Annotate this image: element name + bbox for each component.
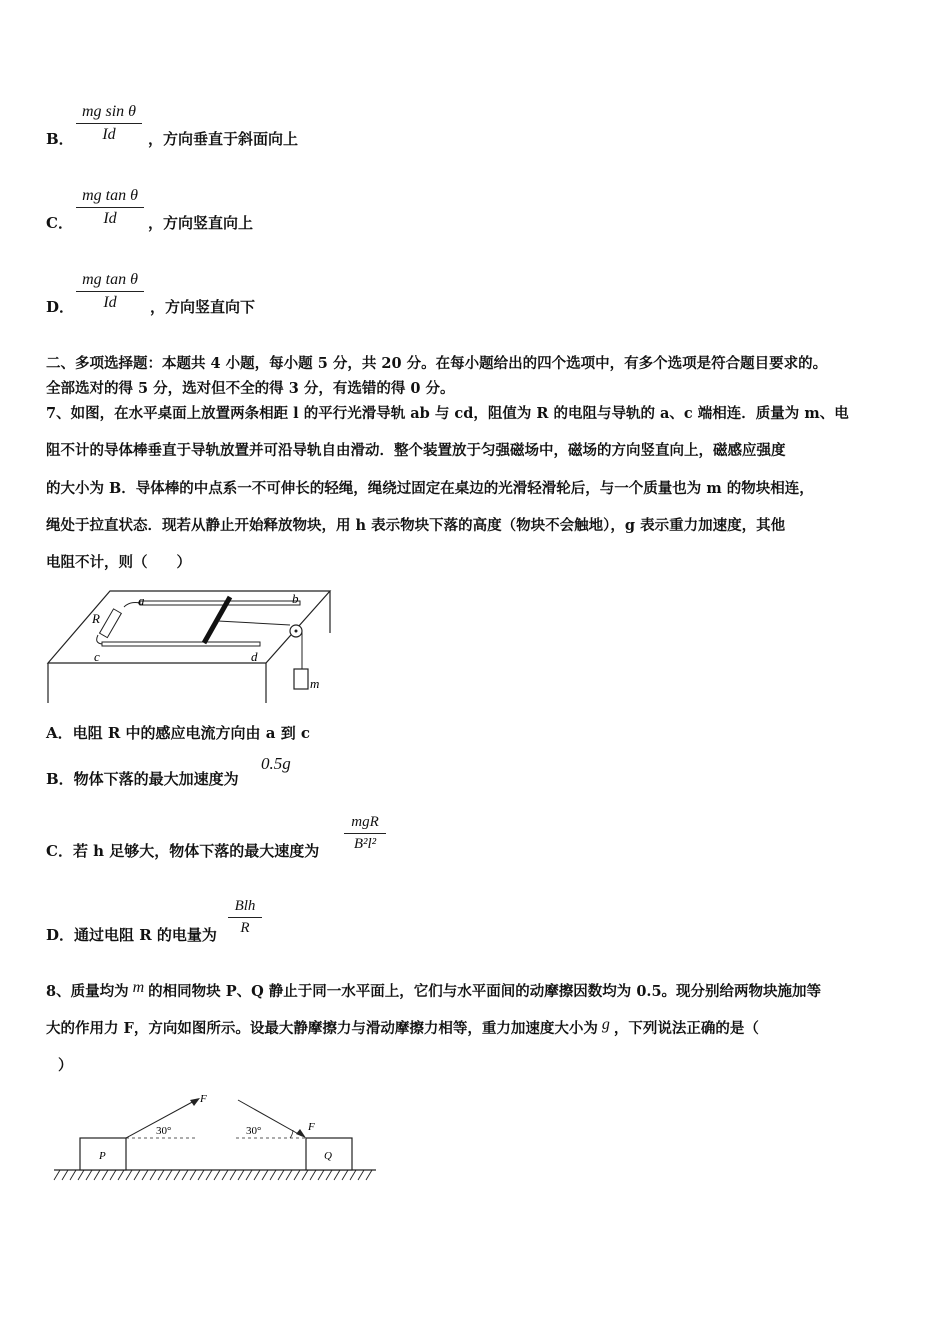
fraction-numerator: Blh: [234, 898, 256, 914]
q7-line-3: 的大小为 B．导体棒的中点系一不可伸长的轻绳，绳绕过固定在桌边的光滑轻滑轮后，与一个质量也为 m 的物块相连，: [46, 480, 814, 497]
label-Q: Q: [324, 1150, 332, 1162]
q8-line-1-end: 的相同物块 P、Q 静止于同一水平面上，它们与水平面间的动摩擦因数均为 0.5。现分别给两物块施加等: [148, 983, 822, 1000]
q8-line-2-start: 大的作用力 F，方向如图所示。设最大静摩擦力与滑动摩擦力相等，重力加速度大小为: [46, 1020, 598, 1037]
q6-option-c-fraction: [76, 187, 144, 228]
q8-line-2: [46, 1016, 759, 1039]
q8-line-3: ）: [58, 1057, 73, 1074]
q6-option-d-fraction: [76, 271, 144, 312]
option-label: D．: [46, 298, 75, 316]
q7-option-d[interactable]: D．通过电阻 R 的电量为: [46, 926, 217, 944]
fraction-denominator: Id: [103, 210, 117, 227]
label-angle-1: 30°: [156, 1125, 172, 1137]
label-a: a: [138, 593, 145, 608]
q7-option-c-fraction: [344, 814, 386, 853]
label-R: R: [92, 611, 100, 626]
fraction-denominator: Id: [102, 126, 116, 143]
q7-line-2: 阻不计的导体棒垂直于导轨放置并可沿导轨自由滑动．整个装置放于匀强磁场中，磁场的方向竖直向上，磁感应强度: [46, 442, 786, 459]
q6-option-b[interactable]: [46, 128, 74, 149]
mass-block: [294, 669, 308, 689]
q8-blocks-figure: [50, 1088, 380, 1188]
fraction-denominator: B²l²: [353, 836, 377, 852]
q6-option-c[interactable]: [46, 212, 73, 233]
label-P: P: [99, 1150, 106, 1162]
q6-option-c-text: ，方向竖直向上: [148, 214, 254, 232]
label-c: c: [94, 649, 100, 664]
fraction-denominator: R: [240, 920, 250, 936]
rail-ab: [140, 601, 300, 605]
option-label: C．: [46, 214, 73, 232]
label-F2: F: [308, 1121, 315, 1133]
option-label: B．: [46, 130, 74, 148]
label-F1: F: [200, 1093, 207, 1105]
fraction-numerator: mg tan θ: [82, 271, 138, 288]
fraction-denominator: Id: [103, 294, 117, 311]
label-m: m: [310, 676, 320, 691]
label-b: b: [292, 591, 299, 606]
q6-option-d-text: ，方向竖直向下: [150, 298, 256, 316]
q7-option-b-formula: 0.5g: [261, 754, 291, 773]
q8-line-1-start: 8、质量均为: [46, 983, 129, 1000]
label-angle-2: 30°: [246, 1125, 262, 1137]
rail-cd: [102, 642, 260, 646]
label-d: d: [251, 649, 258, 664]
q6-option-d[interactable]: [46, 296, 74, 317]
q6-option-b-text: ，方向垂直于斜面向上: [148, 130, 299, 148]
q7-option-b[interactable]: B．物体下落的最大加速度为: [46, 770, 239, 788]
q8-line-2-end: ，下列说法正确的是（: [613, 1020, 759, 1037]
q7-rail-figure: [44, 585, 344, 707]
fraction-numerator: mg sin θ: [81, 103, 137, 120]
q7-line-4: 绳处于拉直状态．现若从静止开始释放物块，用 h 表示物块下落的高度（物块不会触地），g 表示重力加速度，其他: [46, 517, 786, 534]
q7-option-a[interactable]: A．电阻 R 中的感应电流方向由 a 到 c: [46, 724, 311, 742]
section-heading-line-2: 全部选对的得 5 分，选对但不全的得 3 分，有选错的得 0 分。: [46, 380, 455, 397]
q7-option-c[interactable]: C．若 h 足够大，物体下落的最大速度为: [46, 842, 320, 860]
resistor-R: [100, 609, 122, 638]
ground-hatching: [54, 1170, 372, 1180]
section-heading-line-1: 二、多项选择题：本题共 4 小题，每小题 5 分，共 20 分。在每小题给出的四个选项中，有多个选项是符合题目要求的。: [46, 355, 828, 372]
mass-symbol: m: [132, 979, 145, 996]
fraction-numerator: mg tan θ: [82, 187, 138, 204]
fraction-numerator: mgR: [351, 814, 379, 830]
q6-option-b-fraction: [76, 103, 142, 144]
q7-line-5: 电阻不计，则（ ）: [46, 554, 191, 571]
q7-option-d-fraction: [228, 898, 262, 937]
gravity-symbol: g: [601, 1016, 610, 1033]
q7-line-1: 7、如图，在水平桌面上放置两条相距 l 的平行光滑导轨 ab 与 cd，阻值为 R 的电阻与导轨的 a、c 端相连．质量为 m、电: [46, 405, 849, 422]
q8-line-1: [46, 979, 822, 1002]
